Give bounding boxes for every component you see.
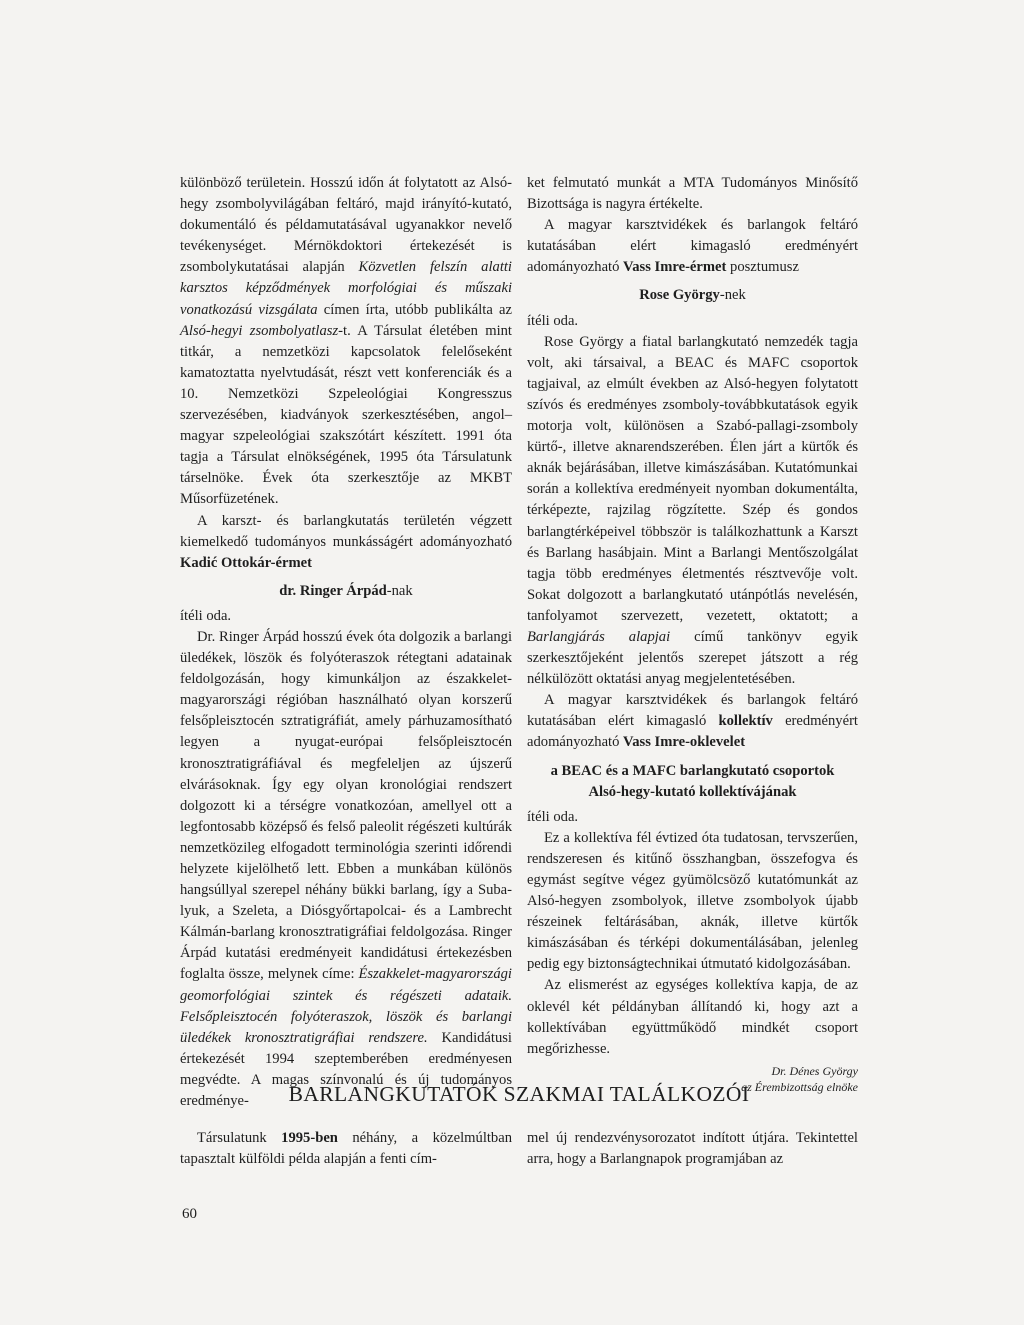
award-recipient-rose bbox=[527, 285, 858, 306]
right-paragraph-3 bbox=[527, 332, 858, 691]
vass-medal-name: Vass Imre-érmet bbox=[623, 259, 727, 276]
left-paragraph-1 bbox=[180, 173, 512, 511]
text-span: A magyar karsztvidékek és barlangok feltáró kutatásában elért kimagasló bbox=[527, 692, 858, 730]
text-span: eredményért adományozható bbox=[527, 713, 858, 751]
kadic-medal-name: Kadić Ottokár-érmet bbox=[180, 554, 312, 571]
ruling-text: ítéli oda. bbox=[180, 607, 232, 624]
section-heading: BARLANGKUTATÓK SZAKMAI TALÁLKOZÓI bbox=[288, 1082, 750, 1106]
dissertation-title: Közvetlen felszín alatti karsztos képződmények morfológiai és műszaki vonatkozású vizsgálata bbox=[180, 259, 512, 318]
recipient-name: dr. Ringer Árpád bbox=[279, 582, 387, 599]
bold-year: 1995-ben bbox=[281, 1130, 338, 1146]
vass-diploma-name: Vass Imre-oklevelet bbox=[623, 734, 746, 751]
right-paragraph-1: ket felmutató munkát a MTA Tudományos Minősítő Bizottsága is nagyra értékelte. bbox=[527, 175, 858, 213]
recipient-name: Rose György bbox=[639, 287, 720, 304]
left-column bbox=[180, 173, 512, 1112]
recipient-line-2: Alsó-hegy-kutató kollektívájának bbox=[588, 783, 797, 800]
left-paragraph-2 bbox=[180, 511, 512, 574]
text-span: Dr. Ringer Árpád hosszú évek óta dolgozik a barlangi üledékek, löszök és folyóteraszok rétegtani adatainak feldolgozásán, hogy kimunkáljon az északkelet-magyarországi régióban használható olyan korszerű felsőpleisztocén sztratigráfiát, amely párhuzamosítható legyen a nyugat-európai felsőpleisztocén kronosztratigráfiával és megfeleljen az újszerű elvárásoknak. Így egy olyan kronológiai rendszert dolgozott ki a térségre vonatkozóan, amellyel ott a legfontosabb középső és felső paleolit régészeti kultúrák nemzetközileg elfogadott terminológia szerinti időrendi helyzete kijelölhető lett. Ebben a munkában különös hangsúllyal szerepel néhány bükki barlang, így a Suba-lyuk, a Szeleta, a Diósgyőrtapolcai- és a Lambrecht Kálmán-barlang kronosztratigráfiai feldolgozása. Ringer Árpád kutatási eredményeit kandidátusi értekezésben foglalta össze, melynek címe: bbox=[180, 628, 512, 983]
text-span: A karszt- és barlangkutatás területén végzett kiemelkedő tudományos munkásságért adományozható bbox=[180, 512, 512, 550]
section-right-column bbox=[527, 1128, 858, 1170]
ruling-text: ítéli oda. bbox=[527, 808, 579, 825]
thesis-title: Északkelet-magyarországi geomorfológiai szintek és régészeti adataik. Felsőpleisztocén folyóteraszok, löszök és barlangi üledékek kronosztratigráfiai rendszere. bbox=[180, 966, 512, 1046]
section-left-paragraph bbox=[180, 1128, 512, 1170]
page-number: 60 bbox=[182, 1206, 197, 1222]
left-paragraph-3 bbox=[180, 627, 512, 1112]
text-span: -t. A Társulat életében mint titkár, a nemzetközi kapcsolatok felelőseként kamatoztatta nyelvtudását, részt vett konferenciák és a 10. Nemzetközi Szpeleológiai Kongresszus szervezésében, kiadványok szerkesztésében, angol–magyar szpeleológiai szakszótárt készített. 1991 óta tagja a Társulat elnökségének, 1995 óta Társulatunk társelnöke. Évek óta szerkesztője az MKBT Műsorfüzetének. bbox=[180, 322, 512, 508]
text-span: című tankönyv egyik szerkesztőjeként jelentős szerepet játszott a rég nélkülözött oktatási anyag megjelentetésében. bbox=[527, 628, 858, 688]
text-span: A magyar karsztvidékek és barlangok feltáró kutatásában elért kimagasló eredményért adományozható bbox=[527, 217, 858, 276]
recipient-line-1: a BEAC és a MAFC barlangkutató csoportok bbox=[550, 762, 835, 779]
text-span: címen írta, utóbb publikálta az bbox=[317, 301, 512, 318]
text-span: Rose György a fiatal barlangkutató nemzedék tagja volt, aki társaival, a BEAC és MAFC csoportok tagjaival, az elmúlt években az Alsó-hegyen folytatott szívós és eredményes zsomboly-továbbkutatások egyik motorja volt, különösen a Szabó-pallagi-zsomboly kürtő-, illetve aknarendszerében. Élen járt a kürtők és aknák bejárásában, illetve kimászásában. Kutatómunkai során a kollektíva eredményeit nyomban dokumentálta, térképezte, rajzilag rögzítette. Szép és gondos barlangtérképeivel többször is találkozhattunk a Karszt és Barlang hasábjain. Mint a Barlangi Mentőszolgálat tagja több eredményes életmentés résztvevője volt. Sokat dolgozott a barlangkutató utánpótlás nevelésén, tanfolyamot szervezett, vezetett, oktatott; a bbox=[527, 333, 858, 624]
signature-name: Dr. Dénes György bbox=[771, 1063, 858, 1078]
award-recipient-ringer bbox=[180, 581, 512, 602]
text-span: -nak bbox=[386, 582, 413, 599]
signature-role: az Érembizottság elnöke bbox=[741, 1079, 858, 1094]
textbook-title: Barlangjárás alapjai bbox=[527, 628, 671, 645]
bold-word: kollektív bbox=[718, 713, 773, 730]
right-paragraph-5: Ez a kollektíva fél évtized óta tudatosan, tervszerűen, rendszeresen és kitűnő összhangban, összefogva és egymást segítve végez gyümölcsöző kutatómunkát az Alsó-hegyen zsombolyok, illetve zsombolyok újabb részeinek feltárásában, aknák, illetve kürtők kimászásában és térképi dokumentálásában, jelenleg pedig egy biztonságtechnikai útmutató kidolgozásában. bbox=[527, 829, 858, 973]
ruling-text: ítéli oda. bbox=[527, 312, 579, 329]
right-paragraph-2 bbox=[527, 215, 858, 278]
section-right-paragraph: mel új rendezvénysorozatot indított útjára. Tekintettel arra, hogy a Barlangnapok programjában az bbox=[527, 1130, 858, 1168]
text-span: különböző területein. Hosszú időn át folytatott az Alsó-hegy zsombolyvilágában feltáró, majd irányító-kutató, dokumentáló és példamutatásával ugyanakkor nevelő tevékenységet. Mérnökdoktori értekezését is zsombolykutatásai alapján bbox=[180, 175, 512, 276]
text-span: Társulatunk bbox=[197, 1130, 282, 1146]
text-span: néhány, a közelmúltban tapasztalt külföldi példa alapján a fenti cím- bbox=[180, 1130, 512, 1168]
text-span: Kandidátusi értekezését 1994 szeptemberében eredményesen megvédte. A magas színvonalú és új tudományos eredménye- bbox=[180, 1029, 512, 1110]
right-paragraph-4 bbox=[527, 690, 858, 753]
text-span: posztumusz bbox=[726, 259, 799, 276]
right-column bbox=[527, 173, 858, 1095]
right-paragraph-6: Az elismerést az egységes kollektíva kapja, de az oklevél két példányban állítandó ki, hogy azt a kollektívában együttműködő mindkét csoport megőrizhesse. bbox=[527, 977, 858, 1057]
section-left-column bbox=[180, 1128, 512, 1170]
award-recipient-collective bbox=[527, 761, 858, 803]
text-span: -nek bbox=[719, 287, 746, 304]
atlas-title: Alsó-hegyi zsombolyatlasz bbox=[180, 322, 339, 339]
